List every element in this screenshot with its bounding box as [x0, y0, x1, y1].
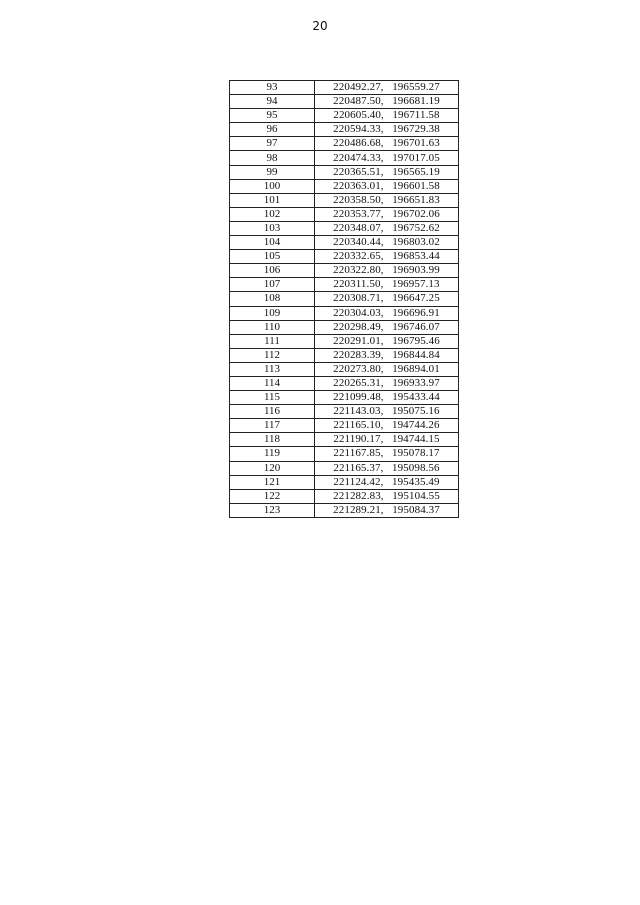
coordinates-cell: 220348.07, 196752.62 [315, 221, 459, 235]
point-number-cell: 119 [230, 447, 315, 461]
coordinates-cell: 220265.31, 196933.97 [315, 376, 459, 390]
coordinates-cell: 220283.39, 196844.84 [315, 348, 459, 362]
table-row [230, 475, 459, 489]
table-row [230, 461, 459, 475]
point-number-cell: 114 [230, 376, 315, 390]
table-row [230, 391, 459, 405]
point-number-cell: 108 [230, 292, 315, 306]
table-row [230, 278, 459, 292]
coordinates-cell: 220340.44, 196803.02 [315, 236, 459, 250]
table-row [230, 292, 459, 306]
point-number-cell: 107 [230, 278, 315, 292]
coordinates-cell: 221167.85, 195078.17 [315, 447, 459, 461]
point-number-cell: 98 [230, 151, 315, 165]
coordinates-cell: 220311.50, 196957.13 [315, 278, 459, 292]
coordinates-cell: 221124.42, 195435.49 [315, 475, 459, 489]
coordinates-cell: 221165.37, 195098.56 [315, 461, 459, 475]
coordinates-cell: 220273.80, 196894.01 [315, 362, 459, 376]
coordinates-cell: 220474.33, 197017.05 [315, 151, 459, 165]
table-row [230, 207, 459, 221]
point-number-cell: 105 [230, 250, 315, 264]
point-number-cell: 116 [230, 405, 315, 419]
table-row [230, 109, 459, 123]
coordinates-cell: 220605.40, 196711.58 [315, 109, 459, 123]
point-number-cell: 117 [230, 419, 315, 433]
coordinates-cell: 220358.50, 196651.83 [315, 193, 459, 207]
coordinates-cell: 221143.03, 195075.16 [315, 405, 459, 419]
coordinates-cell: 220308.71, 196647.25 [315, 292, 459, 306]
table-row [230, 334, 459, 348]
point-number-cell: 106 [230, 264, 315, 278]
point-number-cell: 115 [230, 391, 315, 405]
point-number-cell: 113 [230, 362, 315, 376]
table-row [230, 405, 459, 419]
coordinates-cell: 221190.17, 194744.15 [315, 433, 459, 447]
coordinates-cell: 221289.21, 195084.37 [315, 503, 459, 517]
point-number-cell: 118 [230, 433, 315, 447]
table-row [230, 264, 459, 278]
table-row [230, 306, 459, 320]
point-number-cell: 121 [230, 475, 315, 489]
point-number-cell: 123 [230, 503, 315, 517]
point-number-cell: 99 [230, 165, 315, 179]
point-number-cell: 111 [230, 334, 315, 348]
point-number-cell: 102 [230, 207, 315, 221]
table-row [230, 193, 459, 207]
table-row [230, 123, 459, 137]
table-row [230, 433, 459, 447]
coordinates-cell: 220353.77, 196702.06 [315, 207, 459, 221]
table-row [230, 250, 459, 264]
point-number-cell: 104 [230, 236, 315, 250]
table-row [230, 447, 459, 461]
page-number: 20 [312, 19, 328, 33]
coordinates-cell: 220332.65, 196853.44 [315, 250, 459, 264]
point-number-cell: 109 [230, 306, 315, 320]
table-row [230, 137, 459, 151]
coordinates-cell: 220298.49, 196746.07 [315, 320, 459, 334]
coordinates-cell: 220486.68, 196701.63 [315, 137, 459, 151]
coordinates-cell: 220492.27, 196559.27 [315, 81, 459, 95]
coordinates-cell: 220594.33, 196729.38 [315, 123, 459, 137]
point-number-cell: 94 [230, 95, 315, 109]
table-row [230, 165, 459, 179]
coordinates-cell: 221165.10, 194744.26 [315, 419, 459, 433]
table-row [230, 151, 459, 165]
table-row [230, 81, 459, 95]
point-number-cell: 120 [230, 461, 315, 475]
coordinates-cell: 220365.51, 196565.19 [315, 165, 459, 179]
point-number-cell: 122 [230, 489, 315, 503]
point-number-cell: 112 [230, 348, 315, 362]
point-number-cell: 100 [230, 179, 315, 193]
table-row [230, 236, 459, 250]
coordinates-cell: 220291.01, 196795.46 [315, 334, 459, 348]
point-number-cell: 103 [230, 221, 315, 235]
point-number-cell: 95 [230, 109, 315, 123]
coordinates-cell: 221099.48, 195433.44 [315, 391, 459, 405]
coordinates-cell: 220363.01, 196601.58 [315, 179, 459, 193]
coordinates-cell: 220304.03, 196696.91 [315, 306, 459, 320]
table-row [230, 348, 459, 362]
point-number-cell: 101 [230, 193, 315, 207]
table-row [230, 95, 459, 109]
table-row [230, 362, 459, 376]
coordinates-cell: 220322.80, 196903.99 [315, 264, 459, 278]
point-number-cell: 110 [230, 320, 315, 334]
table-row [230, 376, 459, 390]
table-row [230, 503, 459, 517]
table-row [230, 419, 459, 433]
table-row [230, 489, 459, 503]
coordinates-table [229, 80, 459, 518]
coordinates-cell: 220487.50, 196681.19 [315, 95, 459, 109]
point-number-cell: 93 [230, 81, 315, 95]
coordinates-table-body [230, 81, 459, 518]
table-row [230, 320, 459, 334]
table-row [230, 179, 459, 193]
point-number-cell: 96 [230, 123, 315, 137]
table-row [230, 221, 459, 235]
coordinates-cell: 221282.83, 195104.55 [315, 489, 459, 503]
point-number-cell: 97 [230, 137, 315, 151]
